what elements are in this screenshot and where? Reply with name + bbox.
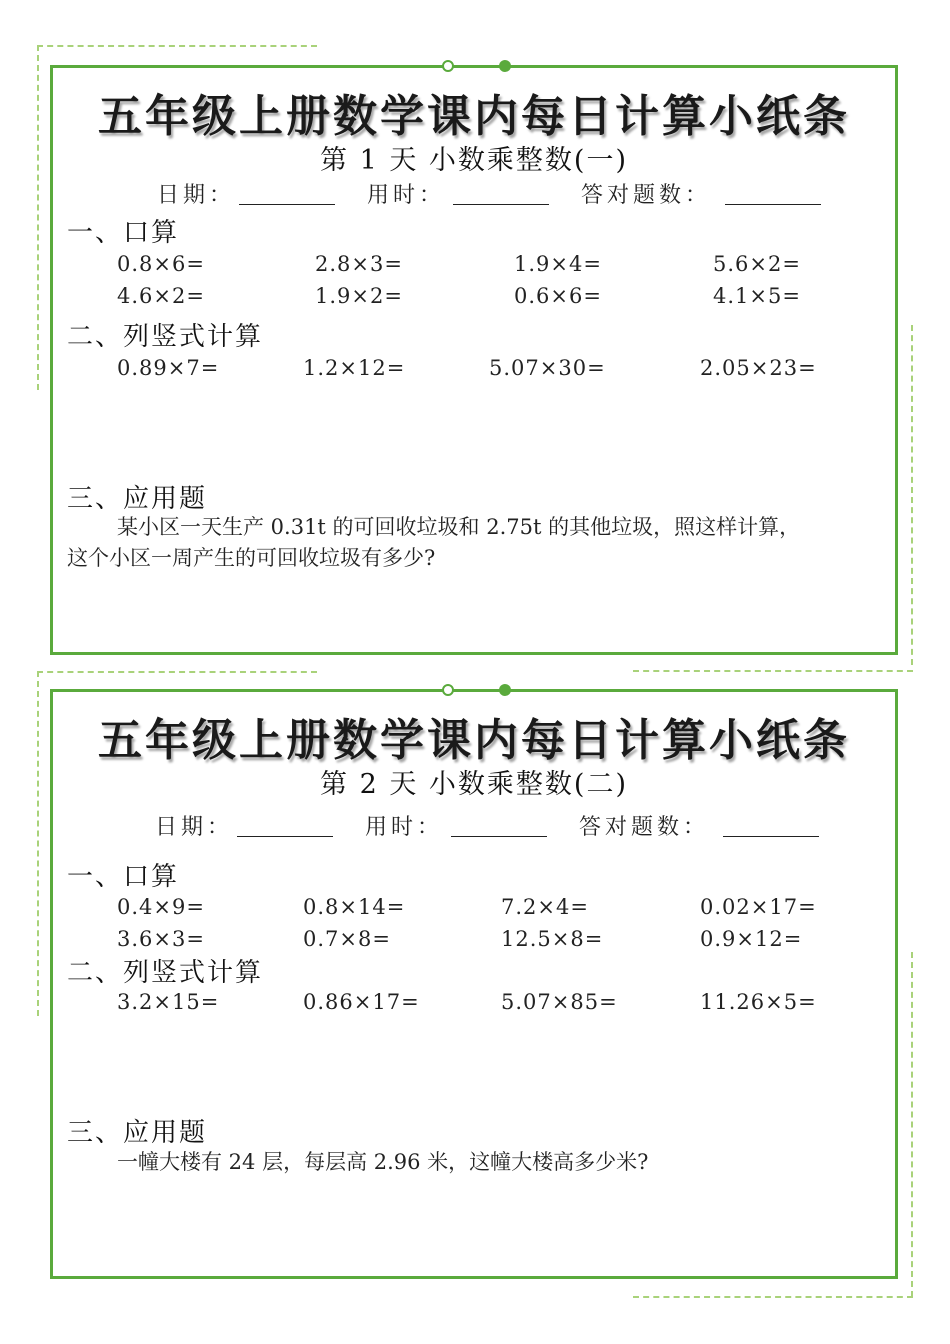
day-subtitle: 第 1 天 小数乘整数(一) — [320, 145, 628, 176]
word-problem-line: 某小区一天生产 0.31t 的可回收垃圾和 2.75t 的其他垃圾，照这样计算， — [117, 515, 801, 539]
calc-card-day-1 — [50, 65, 898, 655]
vertical-item: 0.86×17= — [303, 990, 420, 1014]
time-field[interactable] — [453, 204, 549, 205]
vertical-item: 0.89×7= — [117, 356, 220, 380]
page-title: 五年级上册数学课内每日计算小纸条 — [98, 715, 850, 766]
date-field[interactable] — [239, 204, 335, 205]
filled-dot-icon — [499, 684, 511, 696]
correct-count-label: 答对题数： — [579, 815, 710, 840]
word-problem-line: 一幢大楼有 24 层，每层高 2.96 米，这幢大楼高多少米? — [117, 1150, 649, 1174]
time-label: 用时： — [367, 183, 446, 208]
time-field[interactable] — [451, 836, 547, 837]
correct-count-field[interactable] — [725, 204, 821, 205]
dashed-line-left-2 — [37, 671, 39, 1016]
section-vertical: 二、列竖式计算 — [67, 322, 264, 352]
dashed-line-mid-right — [633, 670, 913, 672]
oral-item: 2.8×3= — [315, 252, 403, 276]
vertical-item: 1.2×12= — [303, 356, 406, 380]
dashed-line-top-left — [37, 45, 317, 47]
ring-dot-icon — [442, 684, 454, 696]
oral-item: 3.6×3= — [117, 927, 205, 951]
section-word-problem: 三、应用题 — [67, 484, 208, 514]
oral-item: 0.8×14= — [303, 895, 406, 919]
oral-item: 4.1×5= — [713, 284, 801, 308]
vertical-item: 5.07×85= — [501, 990, 618, 1014]
word-problem-line: 这个小区一周产生的可回收垃圾有多少? — [67, 546, 436, 570]
correct-count-label: 答对题数： — [581, 183, 712, 208]
oral-item: 5.6×2= — [713, 252, 801, 276]
dashed-line-bottom-right — [633, 1296, 913, 1298]
oral-item: 1.9×2= — [315, 284, 403, 308]
vertical-item: 3.2×15= — [117, 990, 220, 1014]
dashed-line-left-1 — [37, 45, 39, 390]
oral-item: 12.5×8= — [501, 927, 604, 951]
oral-item: 0.9×12= — [700, 927, 803, 951]
page-title: 五年级上册数学课内每日计算小纸条 — [98, 91, 850, 142]
vertical-item: 2.05×23= — [700, 356, 817, 380]
section-oral: 一、口算 — [67, 862, 180, 892]
date-label: 日期： — [155, 815, 234, 840]
dashed-line-mid-left — [37, 671, 317, 673]
section-oral: 一、口算 — [67, 218, 180, 248]
time-label: 用时： — [365, 815, 444, 840]
oral-item: 0.6×6= — [514, 284, 602, 308]
dashed-line-right-2 — [911, 952, 913, 1297]
ring-dot-icon — [442, 60, 454, 72]
oral-item: 4.6×2= — [117, 284, 205, 308]
dashed-line-right-1 — [911, 325, 913, 665]
oral-item: 7.2×4= — [501, 895, 589, 919]
oral-item: 0.8×6= — [117, 252, 205, 276]
oral-item: 0.7×8= — [303, 927, 391, 951]
day-subtitle: 第 2 天 小数乘整数(二) — [320, 769, 628, 800]
section-word-problem: 三、应用题 — [67, 1118, 208, 1148]
oral-item: 0.02×17= — [700, 895, 817, 919]
oral-item: 1.9×4= — [514, 252, 602, 276]
date-label: 日期： — [157, 183, 236, 208]
section-vertical: 二、列竖式计算 — [67, 958, 264, 988]
vertical-item: 5.07×30= — [489, 356, 606, 380]
filled-dot-icon — [499, 60, 511, 72]
vertical-item: 11.26×5= — [700, 990, 817, 1014]
calc-card-day-2 — [50, 689, 898, 1279]
date-field[interactable] — [237, 836, 333, 837]
correct-count-field[interactable] — [723, 836, 819, 837]
oral-item: 0.4×9= — [117, 895, 205, 919]
